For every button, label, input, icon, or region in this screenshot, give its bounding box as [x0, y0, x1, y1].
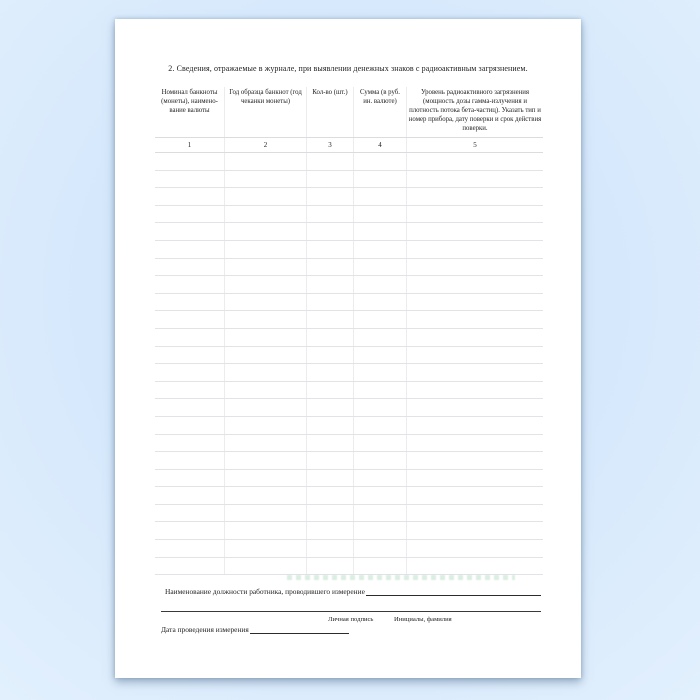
table-empty-cell: [354, 470, 407, 487]
table-empty-row: [155, 435, 543, 453]
table-empty-row: [155, 223, 543, 241]
table-empty-cell: [307, 206, 354, 223]
column-number: 1: [155, 138, 225, 152]
table-empty-cell: [155, 347, 225, 364]
column-header-amount: Сумма (в руб. ин. валюте): [354, 87, 407, 137]
table-empty-cell: [407, 188, 543, 205]
table-empty-cell: [354, 171, 407, 188]
table-empty-cell: [307, 435, 354, 452]
table-empty-cell: [307, 487, 354, 504]
table-empty-cell: [354, 294, 407, 311]
table-empty-cell: [407, 223, 543, 240]
table-empty-cell: [307, 241, 354, 258]
measurement-date-label: Дата проведения измерения: [161, 625, 249, 635]
table-empty-row: [155, 522, 543, 540]
table-empty-cell: [354, 276, 407, 293]
table-empty-row: [155, 241, 543, 259]
table-empty-cell: [307, 329, 354, 346]
table-empty-cell: [307, 540, 354, 557]
table-empty-cell: [307, 153, 354, 170]
table-empty-cell: [307, 452, 354, 469]
faint-watermark: [287, 575, 515, 580]
table-empty-cell: [225, 276, 307, 293]
table-body: [155, 153, 543, 575]
column-number: 5: [473, 141, 477, 149]
initials-surname-caption: Инициалы, фамилия: [394, 616, 452, 623]
table-empty-cell: [407, 153, 543, 170]
table-empty-cell: [354, 435, 407, 452]
table-empty-cell: [354, 329, 407, 346]
table-empty-row: [155, 470, 543, 488]
table-empty-cell: [354, 241, 407, 258]
table-empty-row: [155, 364, 543, 382]
table-empty-cell: [155, 399, 225, 416]
table-empty-cell: [407, 294, 543, 311]
table-empty-cell: [155, 452, 225, 469]
table-empty-cell: [407, 399, 543, 416]
document-title: 2. Сведения, отражаемые в журнале, при выявлении денежных знаков с радиоактивным загрязнением.: [168, 64, 528, 73]
table-empty-cell: [407, 347, 543, 364]
table-empty-cell: [155, 171, 225, 188]
table-empty-cell: [155, 540, 225, 557]
table-empty-cell: [354, 417, 407, 434]
table-empty-cell: [225, 435, 307, 452]
table-empty-cell: [225, 540, 307, 557]
table-empty-row: [155, 188, 543, 206]
table-empty-cell: [354, 487, 407, 504]
table-empty-cell: [307, 558, 354, 575]
table-empty-cell: [225, 487, 307, 504]
table-empty-cell: [354, 540, 407, 557]
table-empty-cell: [354, 347, 407, 364]
table-empty-cell: [225, 382, 307, 399]
table-empty-cell: [407, 487, 543, 504]
table-empty-cell: [354, 153, 407, 170]
column-number: 3: [307, 138, 354, 152]
table-empty-row: [155, 329, 543, 347]
table-empty-cell: [307, 311, 354, 328]
table-empty-cell: [155, 487, 225, 504]
table-empty-row: [155, 171, 543, 189]
table-empty-cell: [155, 364, 225, 381]
table-empty-cell: [225, 505, 307, 522]
table-empty-cell: [407, 364, 543, 381]
table-empty-row: [155, 153, 543, 171]
measurement-date-line: [161, 625, 349, 635]
table-empty-row: [155, 206, 543, 224]
signature-line: [161, 611, 541, 612]
table-empty-cell: [155, 470, 225, 487]
table-empty-row: [155, 382, 543, 400]
column-header-contamination-level: Уровень радиоактивного загрязнения (мощность дозы гамма-излучения и плотность потока бета-частиц). Указать тип и номер прибора, дату поверки и срок действия поверки.: [408, 89, 542, 132]
table-empty-cell: [225, 364, 307, 381]
column-numbers-row: [155, 138, 543, 153]
table-empty-cell: [307, 417, 354, 434]
table-empty-cell: [225, 188, 307, 205]
table-empty-cell: [407, 171, 543, 188]
column-number: 2: [225, 138, 307, 152]
table-empty-cell: [225, 399, 307, 416]
personal-signature-caption: Личная подпись: [328, 616, 374, 623]
radioactive-banknotes-table: [155, 87, 543, 575]
column-number: 4: [354, 138, 407, 152]
table-empty-cell: [225, 311, 307, 328]
measurer-position-line: [165, 587, 541, 597]
table-empty-cell: [225, 153, 307, 170]
table-empty-cell: [225, 171, 307, 188]
table-empty-cell: [407, 540, 543, 557]
table-header-row: [155, 87, 543, 138]
table-empty-cell: [225, 558, 307, 575]
table-empty-row: [155, 505, 543, 523]
table-empty-cell: [225, 259, 307, 276]
table-empty-row: [155, 311, 543, 329]
table-empty-cell: [307, 259, 354, 276]
table-empty-cell: [407, 311, 543, 328]
table-empty-cell: [307, 470, 354, 487]
table-empty-row: [155, 294, 543, 312]
table-empty-cell: [307, 505, 354, 522]
table-empty-cell: [225, 417, 307, 434]
table-empty-cell: [155, 505, 225, 522]
table-empty-cell: [354, 259, 407, 276]
table-empty-cell: [307, 382, 354, 399]
table-empty-row: [155, 487, 543, 505]
table-empty-cell: [407, 382, 543, 399]
blank-underline: [250, 625, 349, 634]
table-empty-cell: [225, 294, 307, 311]
table-empty-cell: [354, 558, 407, 575]
table-empty-cell: [225, 470, 307, 487]
table-empty-cell: [307, 364, 354, 381]
table-empty-row: [155, 558, 543, 576]
table-empty-cell: [155, 522, 225, 539]
table-empty-cell: [155, 276, 225, 293]
table-empty-cell: [407, 452, 543, 469]
table-empty-cell: [155, 435, 225, 452]
table-empty-cell: [225, 241, 307, 258]
blank-underline: [366, 587, 541, 596]
column-header-year: Год образца банкнот (год чеканки монеты): [225, 87, 307, 137]
table-empty-cell: [155, 558, 225, 575]
table-empty-cell: [407, 276, 543, 293]
table-empty-cell: [155, 223, 225, 240]
table-empty-cell: [407, 522, 543, 539]
table-empty-cell: [307, 276, 354, 293]
table-empty-cell: [307, 522, 354, 539]
table-empty-cell: [354, 452, 407, 469]
table-empty-cell: [354, 311, 407, 328]
table-empty-cell: [155, 417, 225, 434]
table-empty-cell: [407, 241, 543, 258]
table-empty-cell: [155, 382, 225, 399]
table-empty-cell: [407, 259, 543, 276]
table-empty-cell: [307, 171, 354, 188]
measurer-position-label: Наименование должности работника, проводившего измерение: [165, 587, 365, 597]
table-empty-cell: [155, 329, 225, 346]
table-empty-row: [155, 399, 543, 417]
table-empty-cell: [155, 241, 225, 258]
table-empty-cell: [407, 329, 543, 346]
table-empty-row: [155, 417, 543, 435]
table-empty-cell: [407, 435, 543, 452]
table-empty-row: [155, 259, 543, 277]
table-empty-cell: [307, 347, 354, 364]
table-empty-cell: [354, 188, 407, 205]
column-header-quantity: Кол-во (шт.): [307, 87, 354, 137]
table-empty-cell: [354, 505, 407, 522]
table-empty-cell: [225, 206, 307, 223]
table-empty-cell: [155, 294, 225, 311]
table-empty-cell: [307, 399, 354, 416]
table-empty-cell: [225, 452, 307, 469]
table-empty-row: [155, 276, 543, 294]
table-empty-cell: [225, 522, 307, 539]
table-empty-cell: [354, 522, 407, 539]
table-empty-cell: [307, 188, 354, 205]
column-header-denomination: Номинал банкноты (монеты), наимено-вание валюты: [155, 87, 225, 137]
table-empty-cell: [354, 223, 407, 240]
table-empty-cell: [225, 223, 307, 240]
table-empty-row: [155, 347, 543, 365]
table-empty-cell: [407, 505, 543, 522]
table-empty-cell: [354, 206, 407, 223]
table-empty-cell: [307, 223, 354, 240]
table-empty-cell: [155, 311, 225, 328]
table-empty-cell: [407, 206, 543, 223]
table-empty-cell: [407, 417, 543, 434]
table-empty-row: [155, 540, 543, 558]
table-empty-cell: [307, 294, 354, 311]
table-empty-cell: [354, 382, 407, 399]
table-empty-row: [155, 452, 543, 470]
table-empty-cell: [407, 558, 543, 575]
table-empty-cell: [354, 399, 407, 416]
table-empty-cell: [354, 364, 407, 381]
table-empty-cell: [225, 347, 307, 364]
table-empty-cell: [225, 329, 307, 346]
table-empty-cell: [155, 259, 225, 276]
document-page: [115, 19, 581, 678]
table-empty-cell: [155, 153, 225, 170]
table-empty-cell: [155, 206, 225, 223]
table-empty-cell: [407, 470, 543, 487]
table-empty-cell: [155, 188, 225, 205]
